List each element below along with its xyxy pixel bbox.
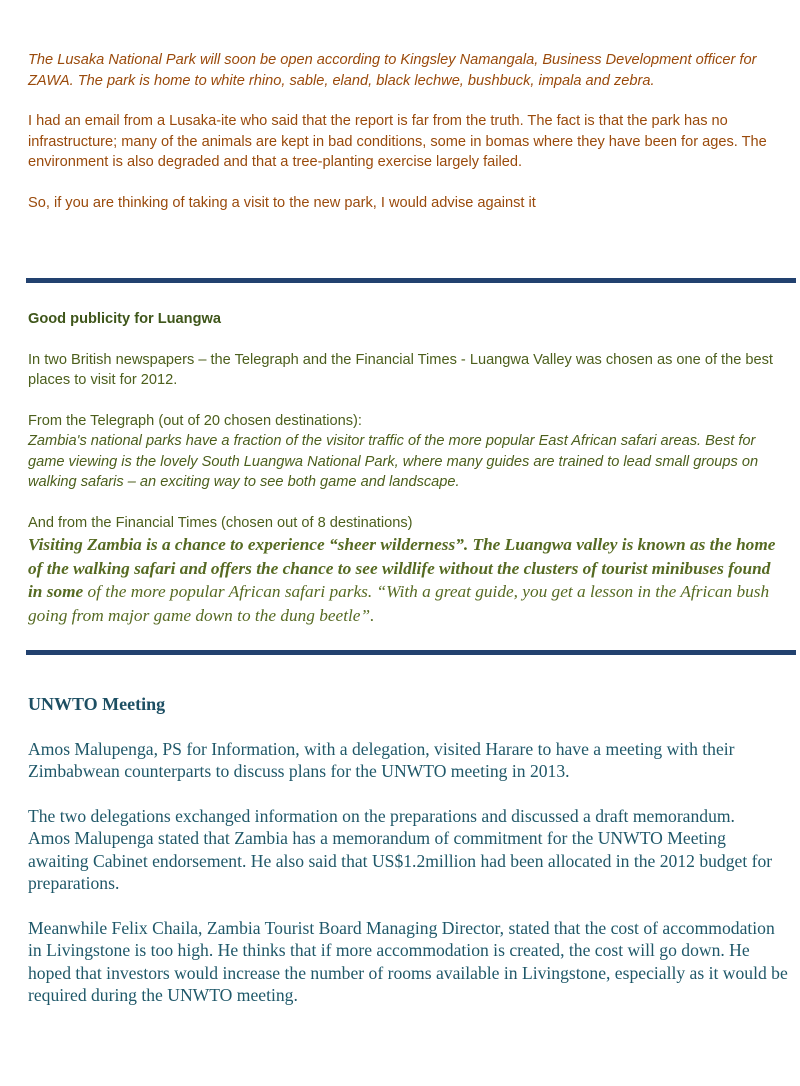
lusaka-email-paragraph: I had an email from a Lusaka-ite who said that the report is far from the truth. The fact is that the park has no infrastructure; many of the animals are kept in bad conditions, some in bomas where they have been for ages. The environment is also degraded and that a tree-planting exercise largely failed. (28, 113, 767, 170)
unwto-paragraph-3: Amos Malupenga stated that Zambia has a memorandum of commitment for the UNWTO Meeting awaiting Cabinet endorsement. He also said that US$1.2million had been allocated in the 2012 budget for preparations. (28, 828, 773, 893)
section-divider (26, 278, 796, 283)
luangwa-intro-paragraph: In two British newspapers – the Telegraph and the Financial Times - Luangwa Valley was chosen as one of the best places to visit for 2012. (28, 351, 773, 388)
lusaka-intro-paragraph: The Lusaka National Park will soon be open according to Kingsley Namangala, Business Development officer for ZAWA. The park is home to white rhino, sable, eland, black lechwe, bushbuck, impala and zebra. (28, 52, 757, 89)
unwto-paragraph-2: The two delegations exchanged information on the preparations and discussed a draft memorandum. (28, 805, 735, 826)
lusaka-park-section (28, 50, 778, 213)
ft-quote (28, 533, 788, 627)
unwto-heading: UNWTO Meeting (28, 694, 166, 714)
telegraph-quote: Zambia's national parks have a fraction of the visitor traffic of the more popular East African safari areas. Best for game viewing is the lovely South Luangwa National Park, where many guides are trained to lead small groups on walking safaris – an exciting way to see both game and landscape. (28, 433, 759, 490)
lusaka-advice-paragraph: So, if you are thinking of taking a visit to the new park, I would advise against it (28, 194, 536, 211)
ft-quote-part2: of the more popular African safari parks. “With a great guide, you get a lesson in the African bush going from major game down to the dung beetle”. (28, 582, 770, 625)
ft-quote-part1: Visiting Zambia is a chance to experience “sheer wilderness”. The Luangwa valley is known as the home of the walking safari and offers the chance to see wildlife without the clusters of tourist minibuses found in some (28, 535, 776, 601)
telegraph-lead: From the Telegraph (out of 20 chosen destinations): (28, 412, 362, 429)
ft-lead: And from the Financial Times (chosen out of 8 destinations) (28, 514, 413, 531)
section-divider (26, 650, 796, 655)
luangwa-heading: Good publicity for Luangwa (28, 311, 221, 327)
unwto-section (28, 693, 788, 1007)
unwto-paragraph-1: Amos Malupenga, PS for Information, with a delegation, visited Harare to have a meeting with their Zimbabwean counterparts to discuss plans for the UNWTO meeting in 2013. (28, 738, 735, 781)
luangwa-section (28, 309, 788, 627)
unwto-paragraph-4: Meanwhile Felix Chaila, Zambia Tourist Board Managing Director, stated that the cost of accommodation in Livingstone is too high. He thinks that if more accommodation is created, the cost will go down. He hoped that investors would increase the number of rooms available in Livingstone, especially as it would be required during the UNWTO meeting. (28, 917, 788, 1005)
